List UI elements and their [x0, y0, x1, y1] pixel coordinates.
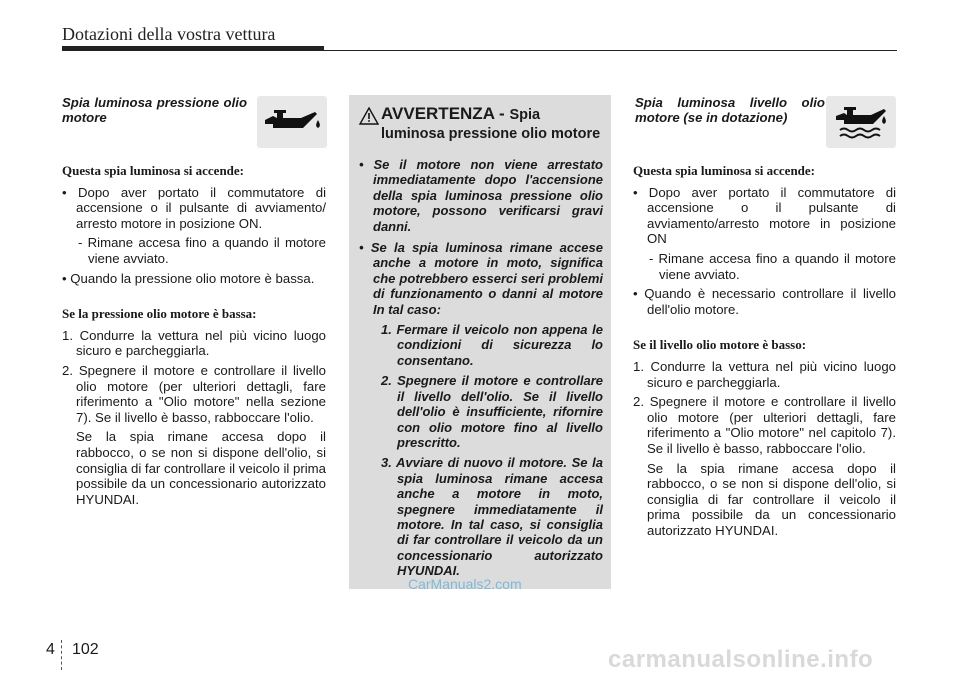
warning-bullet-2: • Se la spia luminosa rimane accese anche a motore in moto, significa che potrebbero esserci seri problemi di funzionamento o danni al motore In tal caso:	[359, 240, 603, 317]
right-bullet-1: • Dopo aver portato il commutatore di accensione o il pulsante di avviamento/arresto motore in posizione ON	[633, 184, 896, 247]
header-rule-thin	[324, 50, 897, 51]
right-sub-1: - Rimane accesa fino a quando il motore viene avviato.	[649, 250, 896, 282]
warning-step-3: 3. Avviare di nuovo il motore. Se la spia luminosa rimane accesa anche a motore in moto, spegnere immediatamente il motore. In tal caso, si consiglia di far controllare il veicolo da un concessionario autorizzato HYUNDAI.	[381, 455, 603, 579]
warning-title-main: AVVERTENZA -	[381, 104, 510, 123]
header-title: Dotazioni della vostra vettura	[62, 24, 276, 44]
right-accende-heading: Questa spia luminosa si accende:	[633, 163, 816, 178]
page-number: 102	[72, 641, 99, 658]
warning-box	[349, 95, 611, 589]
warning-bullet-1: • Se il motore non viene arrestato immediatamente dopo l'accensione della spia luminosa pressione olio motore, possono verificarsi gravi danni.	[359, 157, 603, 234]
left-bassa-heading: Se la pressione olio motore è bassa:	[62, 306, 257, 322]
left-paragraph: Se la spia rimane accesa dopo il rabbocco, o se non si dispone dell'olio, si consiglia di far controllare il veicolo il prima possibile da un concessionario autorizzato HYUNDAI.	[76, 429, 326, 507]
left-step-2: 2. Spegnere il motore e controllare il livello olio motore (per ulteriori dettagli, fare riferimento a "Olio motore" nella sezione 7). Se il livello è basso, rabboccare l'olio.	[62, 362, 326, 425]
left-sub-1: - Rimane accesa fino a quando il motore viene avviato.	[78, 235, 326, 266]
page-number-separator	[61, 640, 63, 670]
warning-title	[381, 105, 601, 143]
oil-level-icon	[826, 96, 896, 148]
right-section-title: Spia luminosa livello olio motore (se in dotazione)	[635, 95, 825, 125]
left-accende-heading: Questa spia luminosa si accende:	[62, 163, 245, 178]
left-bullet-2: • Quando la pressione olio motore è bassa.	[62, 270, 315, 286]
watermark: CarManuals2.com	[408, 576, 522, 592]
right-body	[633, 163, 896, 538]
right-column	[635, 95, 825, 125]
right-bullet-2: • Quando è necessario controllare il livello dell'olio motore.	[633, 286, 896, 317]
left-body	[62, 163, 326, 507]
right-step-2: 2. Spegnere il motore e controllare il livello olio motore (per ulteriori dettagli, fare riferimento a "Olio motore" nel capitolo 7). Se il livello è basso, rabboccare l'olio.	[633, 394, 896, 456]
oil-pressure-icon	[257, 96, 327, 148]
warning-body	[359, 157, 603, 579]
header-rule-thick	[62, 46, 324, 51]
site-watermark: carmanualsonline.info	[608, 646, 874, 673]
chapter-number: 4	[46, 641, 55, 658]
left-bullet-1: • Dopo aver portato il commutatore di accensione o il pulsante di avviamento/ arresto motore in posizione ON.	[62, 184, 326, 231]
right-step-1: 1. Condurre la vettura nel più vicino luogo sicuro e parcheggiarla.	[633, 358, 896, 390]
warning-step-2: 2. Spegnere il motore e controllare il livello dell'olio. Se il livello dell'olio è insufficiente, rifornire con olio motore fino al livello prescritto.	[381, 373, 603, 450]
warning-step-1: 1. Fermare il veicolo non appena le condizioni di sicurezza lo consentano.	[381, 322, 603, 368]
right-paragraph: Se la spia rimane accesa dopo il rabbocco, o se non si dispone dell'olio, si consiglia di far controllare il veicolo il prima possibile da un concessionario autorizzato HYUNDAI.	[647, 460, 896, 538]
warning-triangle-icon	[359, 107, 379, 125]
right-basso-heading: Se il livello olio motore è basso:	[633, 337, 807, 353]
left-section-title: Spia luminosa pressione olio motore	[62, 95, 247, 125]
warning-title-rest: Spia luminosa pressione olio motore	[381, 107, 601, 142]
left-step-1: 1. Condurre la vettura nel più vicino luogo sicuro e parcheggiarla.	[62, 327, 326, 359]
